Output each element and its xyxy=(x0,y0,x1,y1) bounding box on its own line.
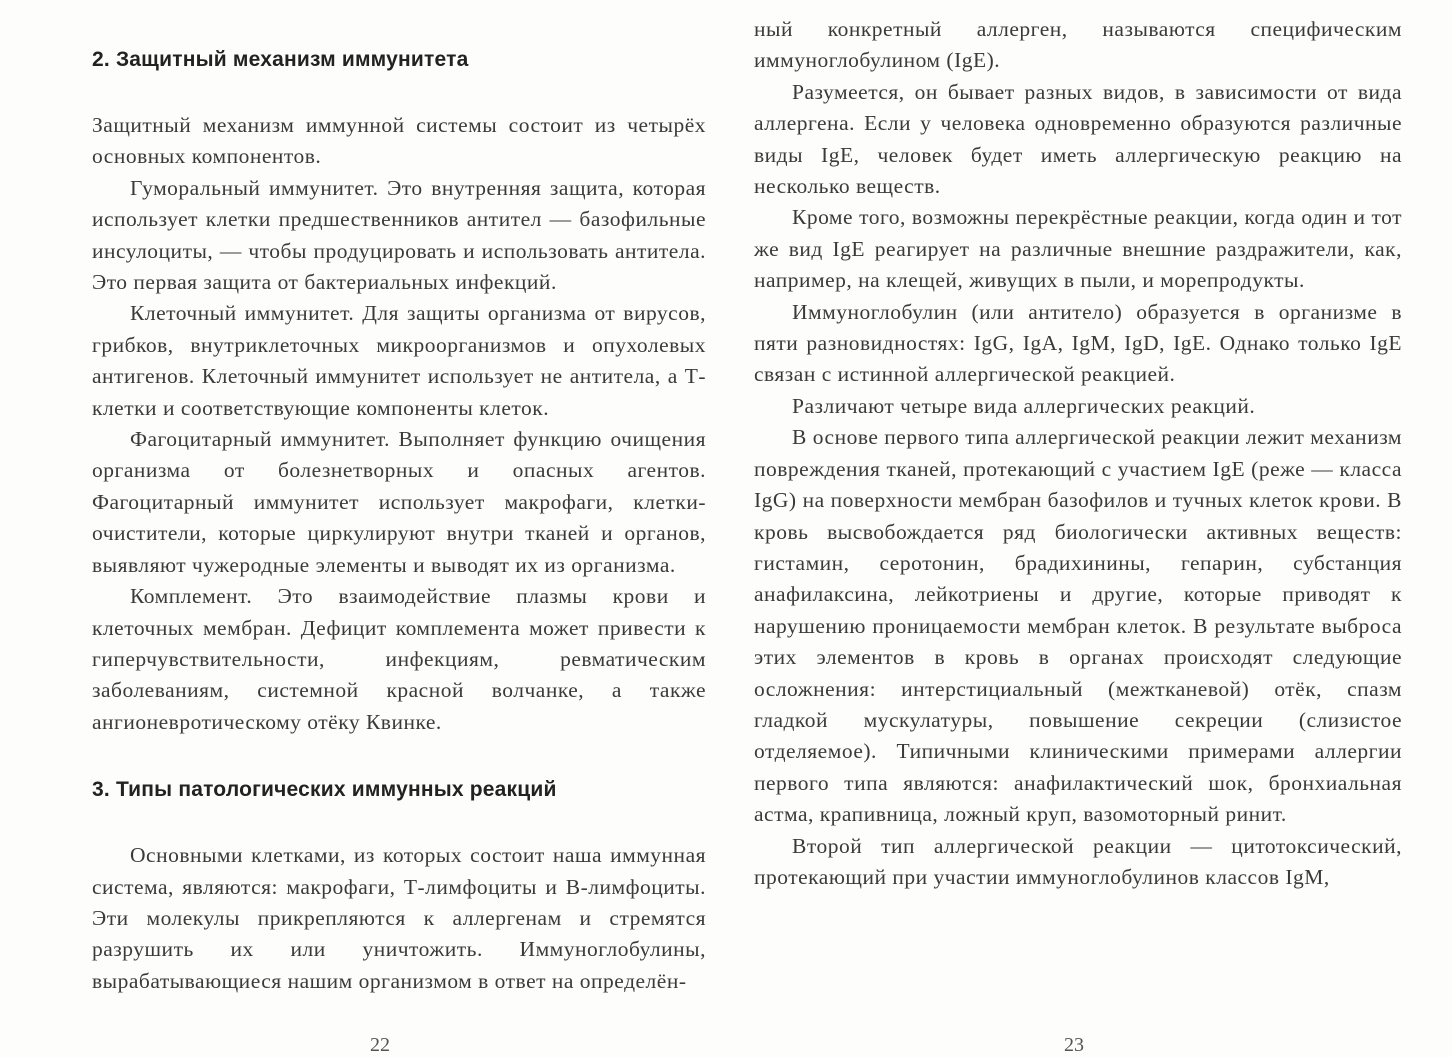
paragraph: В основе первого типа аллергической реакции лежит механизм повреждения тканей, протекающий с участием IgE (реже — класса IgG) на поверхности мембран базофилов и тучных клеток крови. В кровь высвобождается ряд биологически активных веществ: гистамин, серотонин, брадихинины, гепарин, субстанция анафилаксина, лейкотриены и другие, которые приводят к нарушению проницаемости мембран клеток. В результате выброса этих элементов в кровь в органах происходят следующие осложнения: интерстициальный (межтканевой) отёк, спазм гладкой мускулатуры, повышение секреции (слизистое отделяемое). Типичными клиническими примерами аллергии первого типа являются: анафилактический шок, бронхиальная астма, крапивница, ложный круп, вазомоторный ринит. xyxy=(754,425,1402,827)
paragraph: Второй тип аллергической реакции — цитотоксический, протекающий при участии иммуноглобулинов классов IgM, xyxy=(754,833,1402,889)
section-3-title: 3. Типы патологических иммунных реакций xyxy=(92,778,557,802)
paragraph: Разумеется, он бывает разных видов, в зависимости от вида аллергена. Если у человека одновременно образуются различные виды IgE, человек будет иметь аллергическую реакцию на несколько веществ. xyxy=(754,79,1402,199)
paragraph: Гуморальный иммунитет. Это внутренняя защита, которая использует клетки предшественников антител — базофильные инсулоциты, — чтобы продуцировать и использовать антитела. Это первая защита от бактериальных инфекций. xyxy=(92,175,706,295)
left-page xyxy=(0,0,726,1056)
page-number: 23 xyxy=(1064,1034,1084,1056)
right-page xyxy=(726,0,1452,1056)
paragraph: Кроме того, возможны перекрёстные реакции, когда один и тот же вид IgE реагирует на различные внешние раздражители, как, например, на клещей, живущих в пыли, и морепродукты. xyxy=(754,205,1402,293)
paragraph: Основными клетками, из которых состоит наша иммунная система, являются: макрофаги, Т-лимфоциты и В-лимфоциты. Эти молекулы прикрепляются к аллергенам и стремятся разрушить их или уничтожить. Иммуноглобулины, вырабатывающиеся нашим организмом в ответ на определён- xyxy=(92,843,706,993)
paragraph: Фагоцитарный иммунитет. Выполняет функцию очищения организма от болезнетворных и опасных агентов. Фагоцитарный иммунитет использует макрофаги, клетки-очистители, которые циркулируют внутри тканей и органов, выявляют чужеродные элементы и выводят их из организма. xyxy=(92,427,706,577)
page-number: 22 xyxy=(370,1034,390,1056)
paragraph: Защитный механизм иммунной системы состоит из четырёх основных компонентов. xyxy=(92,113,706,169)
paragraph: Различают четыре вида аллергических реакций. xyxy=(792,393,1256,418)
paragraph: Комплемент. Это взаимодействие плазмы крови и клеточных мембран. Дефицит комплемента может привести к гиперчувствительности, инфекциям, ревматическим заболеваниям, системной красной волчанке, а также ангионевротическому отёку Квинке. xyxy=(92,584,706,734)
paragraph: Клеточный иммунитет. Для защиты организма от вирусов, грибков, внутриклеточных микроорганизмов и опухолевых антигенов. Клеточный иммунитет использует не антитела, а Т-клетки и соответствующие компоненты клеток. xyxy=(92,301,706,420)
section-2-title: 2. Защитный механизм иммунитета xyxy=(92,48,469,71)
left-text-column xyxy=(92,48,706,997)
right-text-column xyxy=(754,14,1402,893)
paragraph: ный конкретный аллерген, называются специфическим иммуноглобулином (IgE). xyxy=(754,17,1402,73)
paragraph: Иммуноглобулин (или антитело) образуется в организме в пяти разновидностях: IgG, IgA, IgM, IgD, IgE. Однако только IgE связан с истинной аллергической реакцией. xyxy=(754,299,1402,387)
